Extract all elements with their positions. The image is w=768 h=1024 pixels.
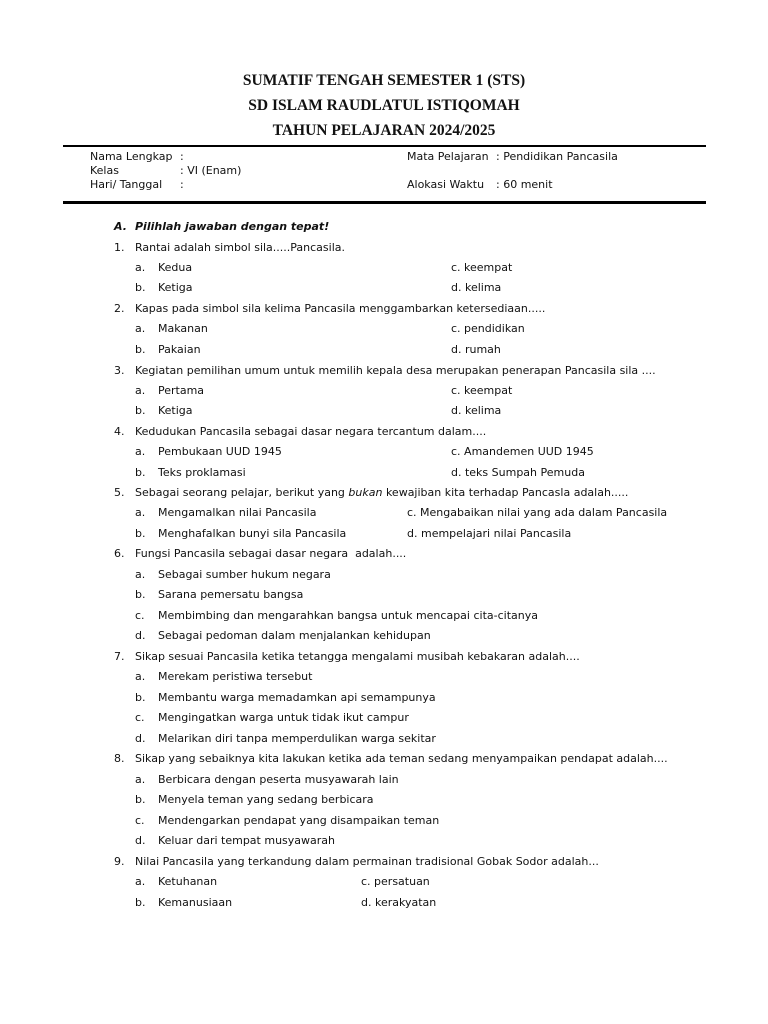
option-a: Berbicara dengan peserta musyawarah lain — [158, 773, 399, 786]
option-letter-b: b. — [135, 281, 146, 294]
question-number: 5. — [114, 486, 125, 499]
option-d: Keluar dari tempat musyawarah — [158, 834, 335, 847]
subject-value: : Pendidikan Pancasila — [496, 150, 618, 163]
day-label: Hari/ Tanggal — [90, 178, 163, 191]
name-label: Nama Lengkap — [90, 150, 173, 163]
question-number: 6. — [114, 547, 125, 560]
option-a: Mengamalkan nilai Pancasila — [158, 506, 317, 519]
option-c: Membimbing dan mengarahkan bangsa untuk mencapai cita-citanya — [158, 609, 538, 622]
option-letter-b: b. — [135, 466, 146, 479]
section-instruction: Pilihlah jawaban dengan tepat! — [135, 220, 330, 233]
school-name: SD ISLAM RAUDLATUL ISTIQOMAH — [248, 97, 520, 114]
option-letter-a: a. — [135, 670, 146, 683]
question-number: 1. — [114, 241, 125, 254]
option-c: c. persatuan — [361, 875, 430, 888]
question-number: 3. — [114, 364, 125, 377]
option-d: d. mempelajari nilai Pancasila — [407, 527, 572, 540]
option-b: Membantu warga memadamkan api semampunya — [158, 691, 436, 704]
question-text-emphasis: bukan — [348, 486, 383, 499]
option-d: d. kerakyatan — [361, 896, 437, 909]
question-text: Sikap yang sebaiknya kita lakukan ketika ada teman sedang menyampaikan pendapat adalah.... — [135, 752, 668, 765]
option-d: d. teks Sumpah Pemuda — [451, 466, 585, 479]
question-text: Kapas pada simbol sila kelima Pancasila menggambarkan ketersediaan..... — [135, 302, 546, 315]
option-letter-c: c. — [135, 711, 145, 724]
option-a: Sebagai sumber hukum negara — [158, 568, 331, 581]
day-value: : — [180, 178, 184, 191]
option-c: c. keempat — [451, 261, 513, 274]
option-a: Kedua — [158, 261, 193, 274]
option-letter-a: a. — [135, 568, 146, 581]
option-letter-b: b. — [135, 691, 146, 704]
question-text-pre: Sebagai seorang pelajar, berikut yang — [135, 486, 349, 499]
option-letter-a: a. — [135, 773, 146, 786]
question-text: Nilai Pancasila yang terkandung dalam permainan tradisional Gobak Sodor adalah... — [135, 855, 599, 868]
header-rule-top — [63, 145, 706, 147]
time-label: Alokasi Waktu — [407, 178, 485, 191]
option-c: Mendengarkan pendapat yang disampaikan teman — [158, 814, 440, 827]
option-letter-c: c. — [135, 609, 145, 622]
option-b: Kemanusiaan — [158, 896, 233, 909]
option-c: c. keempat — [451, 384, 513, 397]
option-a: Makanan — [158, 322, 208, 335]
question-text — [135, 486, 628, 500]
option-d: Sebagai pedoman dalam menjalankan kehidupan — [158, 629, 431, 642]
option-b: Teks proklamasi — [158, 466, 246, 479]
option-b: Ketiga — [158, 404, 193, 417]
doc-title: SUMATIF TENGAH SEMESTER 1 (STS) — [242, 72, 526, 89]
option-d: d. kelima — [451, 281, 502, 294]
subject-label: Mata Pelajaran — [407, 150, 489, 163]
question-text-post: kewajiban kita terhadap Pancasla adalah..... — [382, 486, 629, 499]
option-b: Ketiga — [158, 281, 193, 294]
option-letter-b: b. — [135, 588, 146, 601]
question-text: Kegiatan pemilihan umum untuk memilih kepala desa merupakan penerapan Pancasila sila .... — [135, 364, 656, 377]
option-letter-a: a. — [135, 506, 146, 519]
class-label: Kelas — [90, 164, 119, 177]
option-letter-a: a. — [135, 261, 146, 274]
academic-year: TAHUN PELAJARAN 2024/2025 — [272, 122, 496, 139]
option-letter-b: b. — [135, 896, 146, 909]
question-number: 9. — [114, 855, 125, 868]
option-b: Menyela teman yang sedang berbicara — [158, 793, 374, 806]
option-c: c. pendidikan — [451, 322, 525, 335]
question-number: 2. — [114, 302, 125, 315]
header-rule-bottom — [63, 201, 706, 204]
question-text: Fungsi Pancasila sebagai dasar negara adalah.... — [135, 547, 407, 560]
option-b: Sarana pemersatu bangsa — [158, 588, 304, 601]
option-letter-a: a. — [135, 445, 146, 458]
question-number: 7. — [114, 650, 125, 663]
section-letter: A. — [114, 220, 127, 233]
option-letter-b: b. — [135, 527, 146, 540]
option-letter-c: c. — [135, 814, 145, 827]
option-letter-b: b. — [135, 404, 146, 417]
question-text: Sikap sesuai Pancasila ketika tetangga mengalami musibah kebakaran adalah.... — [135, 650, 580, 663]
option-c: c. Mengabaikan nilai yang ada dalam Pancasila — [407, 506, 668, 519]
option-letter-b: b. — [135, 793, 146, 806]
option-a: Ketuhanan — [158, 875, 218, 888]
option-d: Melarikan diri tanpa memperdulikan warga sekitar — [158, 732, 436, 745]
option-letter-a: a. — [135, 322, 146, 335]
option-a: Pembukaan UUD 1945 — [158, 445, 282, 458]
option-c: c. Amandemen UUD 1945 — [451, 445, 594, 458]
question-number: 4. — [114, 425, 125, 438]
option-letter-b: b. — [135, 343, 146, 356]
class-value: : VI (Enam) — [180, 164, 242, 177]
option-b: Pakaian — [158, 343, 201, 356]
name-value: : — [180, 150, 184, 163]
option-letter-a: a. — [135, 384, 146, 397]
option-letter-d: d. — [135, 732, 146, 745]
option-a: Pertama — [158, 384, 205, 397]
option-a: Merekam peristiwa tersebut — [158, 670, 313, 683]
option-d: d. kelima — [451, 404, 502, 417]
option-letter-d: d. — [135, 629, 146, 642]
question-text: Kedudukan Pancasila sebagai dasar negara tercantum dalam.... — [135, 425, 487, 438]
option-letter-a: a. — [135, 875, 146, 888]
question-text: Rantai adalah simbol sila.....Pancasila. — [135, 241, 346, 254]
option-letter-d: d. — [135, 834, 146, 847]
option-b: Menghafalkan bunyi sila Pancasila — [158, 527, 347, 540]
time-value: : 60 menit — [496, 178, 553, 191]
option-d: d. rumah — [451, 343, 501, 356]
question-number: 8. — [114, 752, 125, 765]
option-c: Mengingatkan warga untuk tidak ikut campur — [158, 711, 409, 724]
